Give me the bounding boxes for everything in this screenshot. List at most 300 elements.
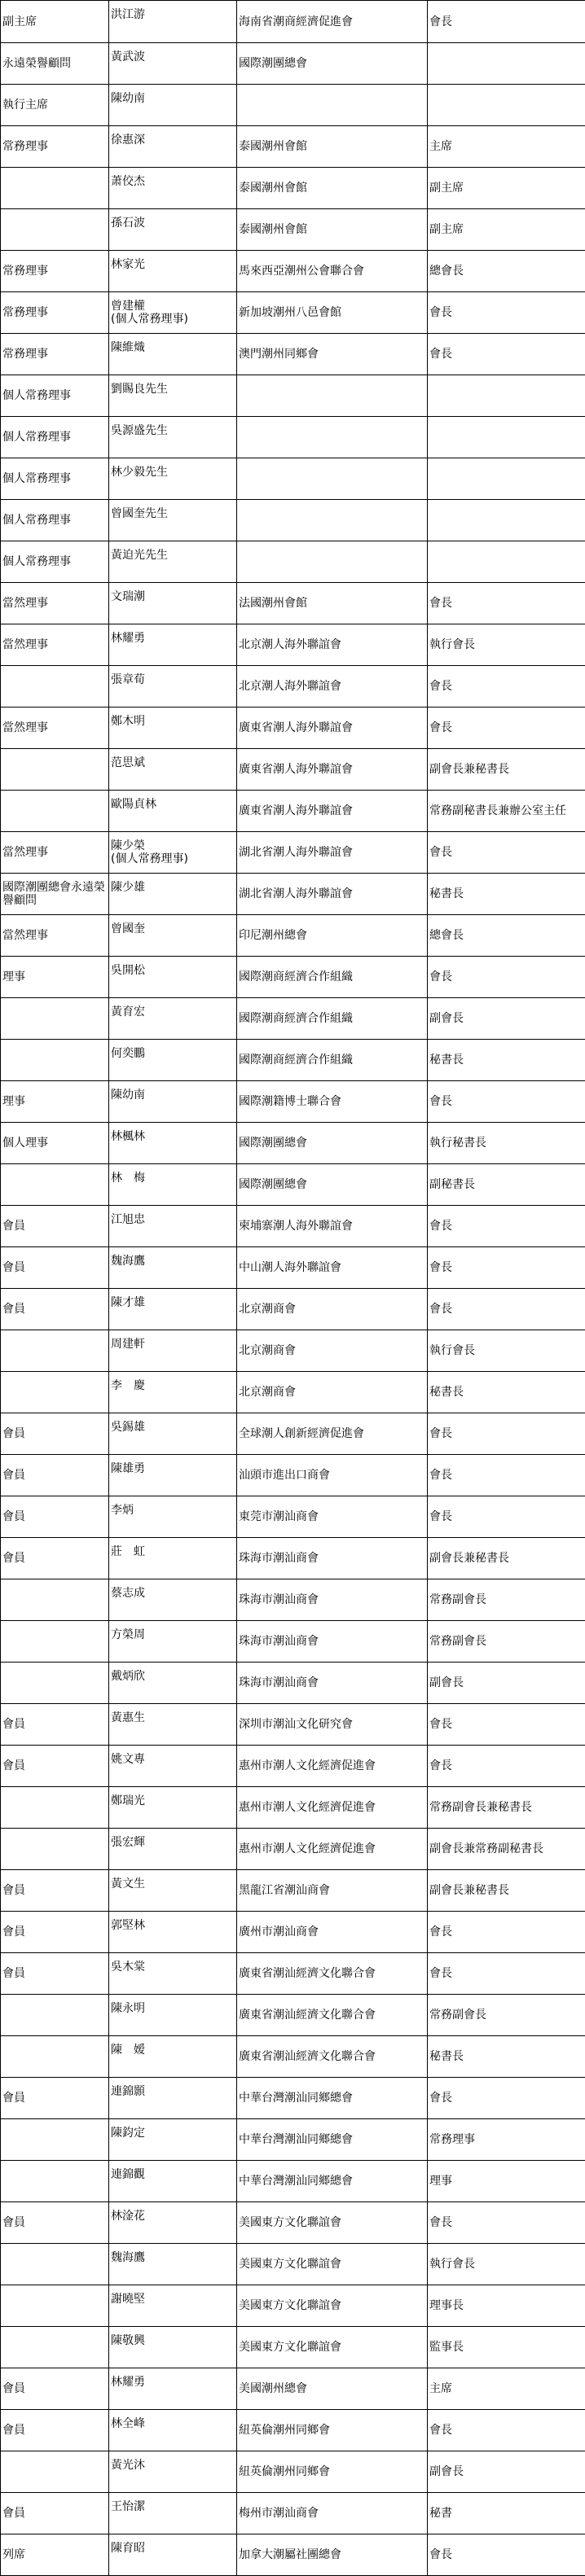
name-cell: 王怡潔 — [109, 2493, 237, 2534]
position-cell: 理事 — [1, 1081, 109, 1123]
organization-cell: 澳門潮州同鄉會 — [237, 334, 428, 375]
table-row — [1, 126, 585, 168]
title-cell: 常務副會長 — [428, 1621, 585, 1663]
name-cell: 何奕鵬 — [109, 1040, 237, 1081]
organization-cell: 國際潮團總會 — [237, 1164, 428, 1206]
position-cell — [1, 1663, 109, 1704]
name-cell: 曾建權 (個人常務理事) — [109, 292, 237, 334]
name-cell: 范思斌 — [109, 749, 237, 791]
position-cell: 會員 — [1, 2078, 109, 2119]
name-cell: 徐惠深 — [109, 126, 237, 168]
title-cell: 常務副會長 — [428, 1995, 585, 2036]
title-cell: 會長 — [428, 1704, 585, 1746]
title-cell: 主席 — [428, 2368, 585, 2410]
table-row — [1, 624, 585, 666]
organization-cell — [237, 541, 428, 583]
name-cell: 李 慶 — [109, 1372, 237, 1413]
title-cell: 執行會長 — [428, 624, 585, 666]
organization-cell: 廣東省潮汕經濟文化聯合會 — [237, 2036, 428, 2078]
title-cell: 秘書長 — [428, 2036, 585, 2078]
title-cell: 常務副會長兼秘書長 — [428, 1787, 585, 1829]
position-cell — [1, 2161, 109, 2202]
position-cell: 副主席 — [1, 1, 109, 43]
organization-cell: 惠州市潮人文化經濟促進會 — [237, 1787, 428, 1829]
organization-cell: 廣東省潮人海外聯誼會 — [237, 749, 428, 791]
position-cell: 會員 — [1, 2410, 109, 2451]
organization-cell: 東莞市潮汕商會 — [237, 1496, 428, 1538]
table-row — [1, 1746, 585, 1787]
table-row — [1, 2493, 585, 2534]
table-row — [1, 583, 585, 624]
title-cell: 會長 — [428, 583, 585, 624]
name-cell: 曾國奎先生 — [109, 500, 237, 541]
organization-cell: 黑龍江省潮汕商會 — [237, 1870, 428, 1912]
name-cell: 張章荀 — [109, 666, 237, 708]
name-cell: 黃光沐 — [109, 2451, 237, 2493]
position-cell: 理事 — [1, 957, 109, 998]
organization-cell: 美國東方文化聯誼會 — [237, 2327, 428, 2368]
member-table-body — [1, 1, 585, 2576]
table-row — [1, 791, 585, 832]
name-cell: 連錦觀 — [109, 2161, 237, 2202]
table-row — [1, 1455, 585, 1496]
position-cell — [1, 209, 109, 251]
position-cell — [1, 1995, 109, 2036]
table-row — [1, 1912, 585, 1953]
title-cell: 執行會長 — [428, 1330, 585, 1372]
name-cell: 吳開松 — [109, 957, 237, 998]
name-cell: 魏海鷹 — [109, 2244, 237, 2285]
organization-cell: 國際潮籍博士聯合會 — [237, 1081, 428, 1123]
organization-cell: 北京潮人海外聯誼會 — [237, 666, 428, 708]
title-cell: 執行秘書長 — [428, 1123, 585, 1164]
title-cell: 副會長兼秘書長 — [428, 749, 585, 791]
position-cell — [1, 168, 109, 209]
title-cell: 會長 — [428, 1081, 585, 1123]
organization-cell: 柬埔寨潮人海外聯誼會 — [237, 1206, 428, 1247]
table-row — [1, 1289, 585, 1330]
table-row — [1, 2534, 585, 2576]
table-row — [1, 2327, 585, 2368]
position-cell: 當然理事 — [1, 832, 109, 874]
title-cell: 會長 — [428, 1746, 585, 1787]
name-cell: 林全峰 — [109, 2410, 237, 2451]
title-cell — [428, 500, 585, 541]
title-cell: 會長 — [428, 1413, 585, 1455]
title-cell: 副會長兼秘書長 — [428, 1870, 585, 1912]
table-row — [1, 2410, 585, 2451]
table-row — [1, 1496, 585, 1538]
table-row — [1, 1704, 585, 1746]
position-cell — [1, 2327, 109, 2368]
name-cell: 黃育宏 — [109, 998, 237, 1040]
table-row — [1, 2244, 585, 2285]
name-cell: 陳 嫒 — [109, 2036, 237, 2078]
title-cell: 主席 — [428, 126, 585, 168]
table-row — [1, 43, 585, 85]
position-cell: 會員 — [1, 1746, 109, 1787]
table-row — [1, 541, 585, 583]
position-cell: 會員 — [1, 1538, 109, 1579]
position-cell — [1, 1164, 109, 1206]
name-cell: 吳錫雄 — [109, 1413, 237, 1455]
position-cell: 永遠榮譽顧問 — [1, 43, 109, 85]
table-row — [1, 957, 585, 998]
organization-cell: 加拿大潮屬社團總會 — [237, 2534, 428, 2576]
table-row — [1, 1953, 585, 1995]
title-cell: 會長 — [428, 1953, 585, 1995]
position-cell: 個人常務理事 — [1, 417, 109, 458]
organization-cell: 馬來西亞潮州公會聯合會 — [237, 251, 428, 292]
position-cell: 當然理事 — [1, 583, 109, 624]
title-cell: 會長 — [428, 2078, 585, 2119]
position-cell — [1, 2285, 109, 2327]
title-cell: 監事長 — [428, 2327, 585, 2368]
table-row — [1, 1372, 585, 1413]
position-cell: 當然理事 — [1, 915, 109, 957]
title-cell: 秘書長 — [428, 874, 585, 915]
name-cell: 陳少雄 — [109, 874, 237, 915]
table-row — [1, 2368, 585, 2410]
table-row — [1, 1040, 585, 1081]
position-cell — [1, 2244, 109, 2285]
title-cell: 會長 — [428, 1, 585, 43]
name-cell: 周建軒 — [109, 1330, 237, 1372]
organization-cell: 珠海市潮汕商會 — [237, 1621, 428, 1663]
organization-cell — [237, 500, 428, 541]
position-cell: 列席 — [1, 2534, 109, 2576]
name-cell: 方榮周 — [109, 1621, 237, 1663]
title-cell: 會長 — [428, 832, 585, 874]
organization-cell: 廣東省潮汕經濟文化聯合會 — [237, 1953, 428, 1995]
title-cell: 副會長兼常務副秘書長 — [428, 1829, 585, 1870]
organization-cell: 湖北省潮人海外聯誼會 — [237, 832, 428, 874]
organization-cell: 紐英倫潮州同鄉會 — [237, 2410, 428, 2451]
title-cell: 總會長 — [428, 251, 585, 292]
table-row — [1, 749, 585, 791]
table-row — [1, 998, 585, 1040]
table-row — [1, 2078, 585, 2119]
organization-cell: 國際潮團總會 — [237, 43, 428, 85]
table-row — [1, 1663, 585, 1704]
table-row — [1, 708, 585, 749]
position-cell: 當然理事 — [1, 708, 109, 749]
position-cell: 常務理事 — [1, 126, 109, 168]
position-cell: 會員 — [1, 2202, 109, 2244]
table-row — [1, 1123, 585, 1164]
title-cell: 副主席 — [428, 209, 585, 251]
name-cell: 林耀勇 — [109, 2368, 237, 2410]
title-cell: 副秘書長 — [428, 1164, 585, 1206]
name-cell: 陳維熾 — [109, 334, 237, 375]
organization-cell: 廣州市潮汕商會 — [237, 1912, 428, 1953]
title-cell: 理事 — [428, 2161, 585, 2202]
organization-cell: 廣東省潮人海外聯誼會 — [237, 791, 428, 832]
title-cell: 會長 — [428, 708, 585, 749]
table-row — [1, 915, 585, 957]
organization-cell: 中山潮人海外聯誼會 — [237, 1247, 428, 1289]
table-row — [1, 209, 585, 251]
name-cell: 陳鈞定 — [109, 2119, 237, 2161]
name-cell: 歐陽貞林 — [109, 791, 237, 832]
position-cell: 常務理事 — [1, 251, 109, 292]
name-cell: 林楓林 — [109, 1123, 237, 1164]
name-cell: 鄭木明 — [109, 708, 237, 749]
organization-cell: 新加坡潮州八邑會館 — [237, 292, 428, 334]
position-cell — [1, 1621, 109, 1663]
position-cell: 會員 — [1, 1455, 109, 1496]
table-row — [1, 1829, 585, 1870]
table-row — [1, 2036, 585, 2078]
organization-cell: 珠海市潮汕商會 — [237, 1538, 428, 1579]
title-cell: 副會長兼秘書長 — [428, 1538, 585, 1579]
table-row — [1, 2161, 585, 2202]
table-row — [1, 832, 585, 874]
position-cell: 個人常務理事 — [1, 375, 109, 417]
organization-cell — [237, 375, 428, 417]
title-cell: 會長 — [428, 1206, 585, 1247]
table-row — [1, 292, 585, 334]
organization-cell: 印尼潮州總會 — [237, 915, 428, 957]
title-cell — [428, 417, 585, 458]
name-cell: 劉賜良先生 — [109, 375, 237, 417]
name-cell: 吳木棠 — [109, 1953, 237, 1995]
title-cell: 會長 — [428, 1289, 585, 1330]
name-cell: 連錦顥 — [109, 2078, 237, 2119]
organization-cell: 惠州市潮人文化經濟促進會 — [237, 1829, 428, 1870]
position-cell: 個人常務理事 — [1, 541, 109, 583]
organization-cell: 深圳市潮汕文化研究會 — [237, 1704, 428, 1746]
title-cell: 執行會長 — [428, 2244, 585, 2285]
organization-cell: 國際潮商經濟合作組織 — [237, 1040, 428, 1081]
table-row — [1, 1621, 585, 1663]
name-cell: 莊 虹 — [109, 1538, 237, 1579]
table-row — [1, 874, 585, 915]
name-cell: 黃武波 — [109, 43, 237, 85]
table-row — [1, 251, 585, 292]
position-cell: 常務理事 — [1, 334, 109, 375]
table-row — [1, 1413, 585, 1455]
name-cell: 陳幼南 — [109, 85, 237, 126]
title-cell — [428, 85, 585, 126]
organization-cell: 美國東方文化聯誼會 — [237, 2202, 428, 2244]
organization-cell — [237, 85, 428, 126]
title-cell: 秘書長 — [428, 1040, 585, 1081]
name-cell: 洪江游 — [109, 1, 237, 43]
organization-cell — [237, 417, 428, 458]
organization-cell: 中華台灣潮汕同鄉總會 — [237, 2119, 428, 2161]
name-cell: 文瑞潮 — [109, 583, 237, 624]
position-cell — [1, 1579, 109, 1621]
name-cell: 林 梅 — [109, 1164, 237, 1206]
name-cell: 孫石波 — [109, 209, 237, 251]
organization-cell: 北京潮商會 — [237, 1372, 428, 1413]
position-cell: 會員 — [1, 1912, 109, 1953]
name-cell: 林耀勇 — [109, 624, 237, 666]
table-row — [1, 1787, 585, 1829]
name-cell: 謝曉堅 — [109, 2285, 237, 2327]
position-cell — [1, 1372, 109, 1413]
table-row — [1, 1870, 585, 1912]
name-cell: 陳敬興 — [109, 2327, 237, 2368]
name-cell: 陳才雄 — [109, 1289, 237, 1330]
position-cell: 當然理事 — [1, 624, 109, 666]
position-cell — [1, 1787, 109, 1829]
organization-cell: 北京潮商會 — [237, 1289, 428, 1330]
table-row — [1, 1164, 585, 1206]
name-cell: 黃惠生 — [109, 1704, 237, 1746]
position-cell — [1, 2119, 109, 2161]
name-cell: 陳雄勇 — [109, 1455, 237, 1496]
title-cell: 理事長 — [428, 2285, 585, 2327]
position-cell: 會員 — [1, 1206, 109, 1247]
position-cell — [1, 1040, 109, 1081]
organization-cell: 泰國潮州會館 — [237, 168, 428, 209]
table-row — [1, 168, 585, 209]
name-cell: 陳育昭 — [109, 2534, 237, 2576]
organization-cell: 泰國潮州會館 — [237, 209, 428, 251]
table-row — [1, 1579, 585, 1621]
title-cell: 秘書 — [428, 2493, 585, 2534]
title-cell: 常務副會長 — [428, 1579, 585, 1621]
title-cell: 會長 — [428, 2202, 585, 2244]
organization-cell: 海南省潮商經濟促進會 — [237, 1, 428, 43]
title-cell: 會長 — [428, 1455, 585, 1496]
title-cell: 副主席 — [428, 168, 585, 209]
table-row — [1, 666, 585, 708]
position-cell: 個人常務理事 — [1, 500, 109, 541]
organization-cell: 北京潮人海外聯誼會 — [237, 624, 428, 666]
title-cell: 秘書長 — [428, 1372, 585, 1413]
position-cell: 常務理事 — [1, 292, 109, 334]
organization-cell: 珠海市潮汕商會 — [237, 1663, 428, 1704]
position-cell — [1, 666, 109, 708]
name-cell: 江旭忠 — [109, 1206, 237, 1247]
table-row — [1, 1247, 585, 1289]
name-cell: 郭堅林 — [109, 1912, 237, 1953]
organization-cell: 全球潮人創新經濟促進會 — [237, 1413, 428, 1455]
name-cell: 陳少榮 (個人常務理事) — [109, 832, 237, 874]
organization-cell: 國際潮商經濟合作組織 — [237, 998, 428, 1040]
name-cell: 陳幼南 — [109, 1081, 237, 1123]
title-cell: 會長 — [428, 292, 585, 334]
table-row — [1, 1, 585, 43]
table-row — [1, 1206, 585, 1247]
title-cell — [428, 541, 585, 583]
position-cell: 會員 — [1, 2368, 109, 2410]
position-cell: 個人理事 — [1, 1123, 109, 1164]
position-cell: 會員 — [1, 1870, 109, 1912]
title-cell: 會長 — [428, 957, 585, 998]
title-cell: 常務副秘書長兼辦公室主任 — [428, 791, 585, 832]
organization-cell: 湖北省潮人海外聯誼會 — [237, 874, 428, 915]
organization-cell: 美國東方文化聯誼會 — [237, 2285, 428, 2327]
title-cell: 副會長 — [428, 2451, 585, 2493]
position-cell — [1, 2451, 109, 2493]
title-cell: 會長 — [428, 1247, 585, 1289]
name-cell: 姚文專 — [109, 1746, 237, 1787]
title-cell: 總會長 — [428, 915, 585, 957]
position-cell — [1, 791, 109, 832]
organization-cell: 中華台灣潮汕同鄉總會 — [237, 2161, 428, 2202]
organization-cell — [237, 458, 428, 500]
organization-cell: 廣東省潮汕經濟文化聯合會 — [237, 1995, 428, 2036]
name-cell: 吳源盛先生 — [109, 417, 237, 458]
table-row — [1, 417, 585, 458]
title-cell — [428, 458, 585, 500]
position-cell: 會員 — [1, 2493, 109, 2534]
table-row — [1, 2202, 585, 2244]
table-row — [1, 85, 585, 126]
name-cell: 陳永明 — [109, 1995, 237, 2036]
organization-cell: 紐英倫潮州同鄉會 — [237, 2451, 428, 2493]
position-cell — [1, 998, 109, 1040]
organization-cell: 美國潮州總會 — [237, 2368, 428, 2410]
table-row — [1, 500, 585, 541]
organization-cell: 珠海市潮汕商會 — [237, 1579, 428, 1621]
name-cell: 林少毅先生 — [109, 458, 237, 500]
position-cell: 會員 — [1, 1704, 109, 1746]
title-cell: 副會長 — [428, 998, 585, 1040]
table-row — [1, 1995, 585, 2036]
position-cell: 會員 — [1, 1413, 109, 1455]
organization-cell: 國際潮團總會 — [237, 1123, 428, 1164]
table-row — [1, 458, 585, 500]
organization-cell: 汕頭市進出口商會 — [237, 1455, 428, 1496]
name-cell: 張宏輝 — [109, 1829, 237, 1870]
table-row — [1, 2119, 585, 2161]
position-cell: 執行主席 — [1, 85, 109, 126]
title-cell — [428, 43, 585, 85]
name-cell: 戴炳欣 — [109, 1663, 237, 1704]
position-cell: 個人常務理事 — [1, 458, 109, 500]
name-cell: 黃文生 — [109, 1870, 237, 1912]
position-cell — [1, 749, 109, 791]
title-cell: 會長 — [428, 666, 585, 708]
title-cell — [428, 375, 585, 417]
title-cell: 會長 — [428, 1912, 585, 1953]
organization-cell: 中華台灣潮汕同鄉總會 — [237, 2078, 428, 2119]
name-cell: 林家光 — [109, 251, 237, 292]
table-row — [1, 1330, 585, 1372]
name-cell: 黃迫光先生 — [109, 541, 237, 583]
title-cell: 常務理事 — [428, 2119, 585, 2161]
name-cell: 曾國奎 — [109, 915, 237, 957]
table-row — [1, 2285, 585, 2327]
organization-cell: 廣東省潮人海外聯誼會 — [237, 708, 428, 749]
table-row — [1, 1538, 585, 1579]
organization-cell: 泰國潮州會館 — [237, 126, 428, 168]
organization-cell: 惠州市潮人文化經濟促進會 — [237, 1746, 428, 1787]
position-cell — [1, 2036, 109, 2078]
table-row — [1, 334, 585, 375]
table-row — [1, 2451, 585, 2493]
position-cell: 會員 — [1, 1289, 109, 1330]
table-row — [1, 1081, 585, 1123]
position-cell — [1, 1330, 109, 1372]
position-cell: 會員 — [1, 1247, 109, 1289]
organization-cell: 美國東方文化聯誼會 — [237, 2244, 428, 2285]
table-row — [1, 375, 585, 417]
organization-cell: 國際潮商經濟合作組織 — [237, 957, 428, 998]
title-cell: 會長 — [428, 334, 585, 375]
name-cell: 萧佼杰 — [109, 168, 237, 209]
position-cell — [1, 1829, 109, 1870]
title-cell: 副會長 — [428, 1663, 585, 1704]
position-cell: 國際潮團總會永遠榮譽顧問 — [1, 874, 109, 915]
title-cell: 會長 — [428, 2410, 585, 2451]
organization-cell: 法國潮州會館 — [237, 583, 428, 624]
